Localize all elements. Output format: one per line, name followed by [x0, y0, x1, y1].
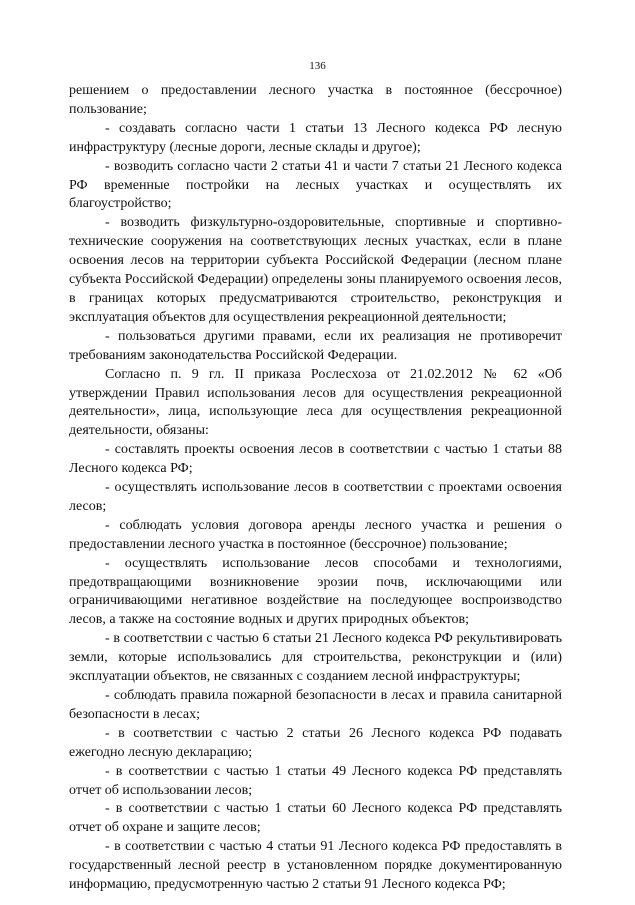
paragraph: - составлять проекты освоения лесов в соответствии с частью 1 статьи 88 Лесного кодекса РФ;	[69, 442, 562, 477]
paragraph: - в соответствии с частью 1 статьи 60 Лесного кодекса РФ представлять отчет об охране и защите лесов;	[69, 801, 562, 836]
paragraph: - создавать согласно части 1 статьи 13 Лесного кодекса РФ лесную инфраструктуру (лесные дороги, лесные склады и другое);	[69, 120, 562, 155]
body-text	[69, 82, 562, 895]
paragraph: - осуществлять использование лесов в соответствии с проектами освоения лесов;	[69, 480, 562, 514]
paragraph: Согласно п. 9 гл. II приказа Рослесхоза от 21.02.2012 № 62 «Об утверждении Правил использования лесов для осуществления рекреационной деятельности», лица, использующие леса для осуществления рекреационной деятельности, обязаны:	[69, 366, 562, 439]
paragraph: - в соответствии с частью 2 статьи 26 Лесного кодекса РФ подавать ежегодно лесную декларацию;	[69, 725, 562, 760]
paragraph: - возводить физкультурно-оздоровительные, спортивные и спортивно-технические сооружения на соответствующих лесных участках, если в плане освоения лесов на территории субъекта Российской Федерации (лесном плане субъекта Российской Федерации) определены зоны планируемого освоения лесов, в границах которых предусматриваются строительство, реконструкция и эксплуатация объектов для осуществления рекреационной деятельности;	[69, 215, 562, 325]
paragraph: - соблюдать условия договора аренды лесного участка и решения о предоставлении лесного участка в постоянное (бессрочное) пользование;	[69, 517, 562, 552]
paragraph: - осуществлять использование лесов способами и технологиями, предотвращающими возникновение эрозии почв, исключающими или ограничивающими негативное воздействие на последующее воспроизводство лесов, а также на состояние водных и других природных объектов;	[69, 555, 562, 628]
paragraph: - в соответствии с частью 6 статьи 21 Лесного кодекса РФ рекультивировать земли, которые использовались для строительства, реконструкции и (или) эксплуатации объектов, не связанных с созданием лесной инфраструктуры;	[69, 631, 562, 685]
paragraph: - в соответствии с частью 4 статьи 91 Лесного кодекса РФ предоставлять в государственный лесной реестр в установленном порядке документированную информацию, предусмотренную частью 2 статьи 91 Лесного кодекса РФ;	[69, 839, 562, 893]
paragraph: - соблюдать правила пожарной безопасности в лесах и правила санитарной безопасности в лесах;	[69, 688, 562, 722]
paragraph: - в соответствии с частью 1 статьи 49 Лесного кодекса РФ представлять отчет об использовании лесов;	[69, 763, 562, 798]
paragraph: - возводить согласно части 2 статьи 41 и части 7 статьи 21 Лесного кодекса РФ временные постройки на лесных участках и осуществлять их благоустройство;	[69, 158, 562, 212]
paragraph: - пользоваться другими правами, если их реализация не противоречит требованиям законодательства Российской Федерации.	[69, 328, 562, 363]
paragraph: решением о предоставлении лесного участка в постоянное (бессрочное) пользование;	[69, 83, 562, 117]
page-number: 136	[309, 60, 326, 72]
